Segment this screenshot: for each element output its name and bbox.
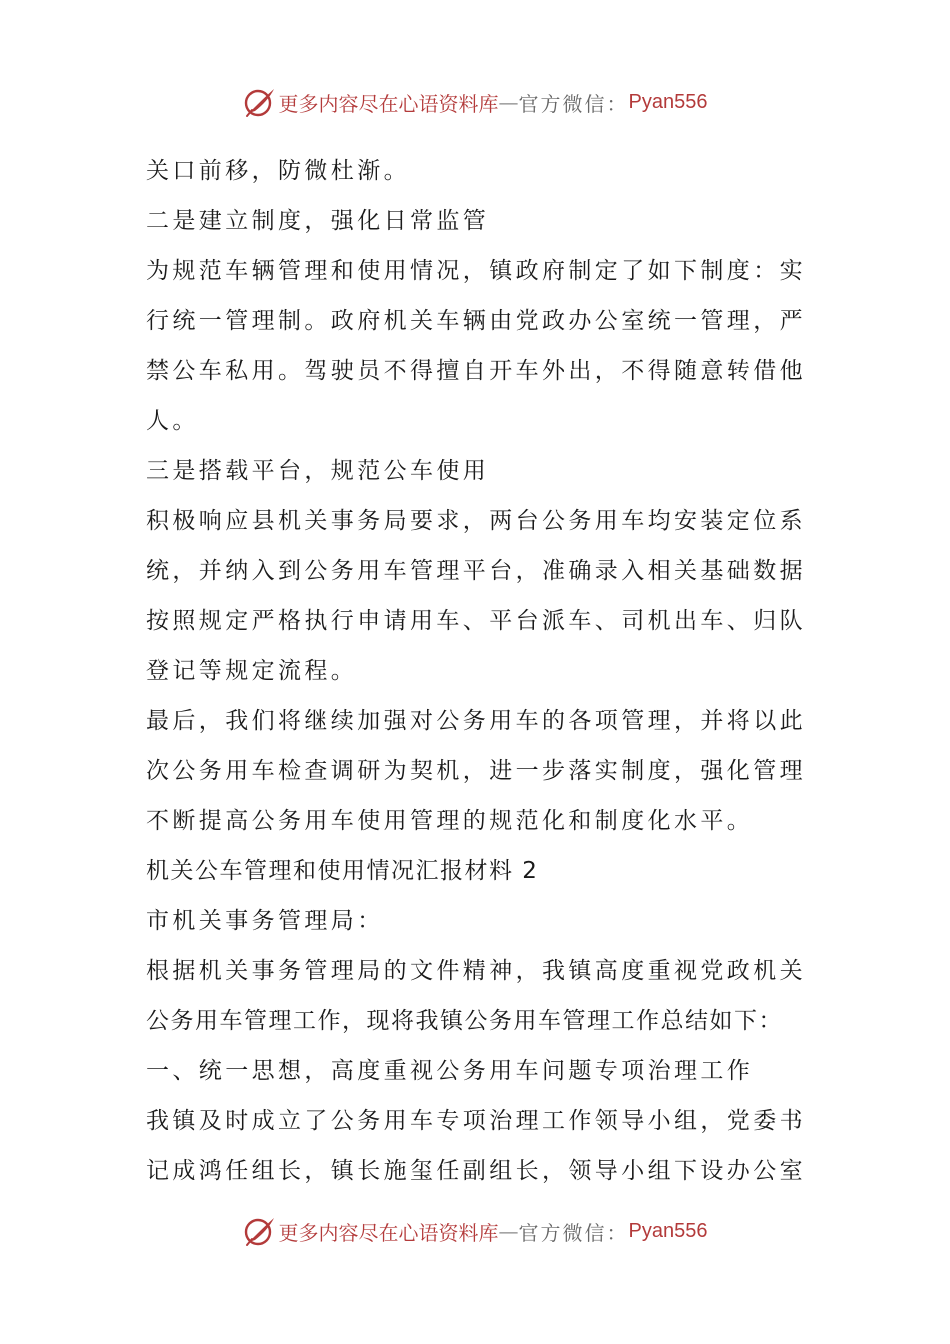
text-line: 公务用车管理工作，现将我镇公务用车管理工作总结如下： bbox=[146, 1008, 783, 1034]
quill-logo-icon bbox=[243, 1214, 277, 1248]
text-line: 记成鸿任组长，镇长施玺任副组长，领导小组下设办公室 bbox=[146, 1158, 806, 1184]
header-banner bbox=[0, 82, 950, 122]
text-line: 禁公车私用。驾驶员不得擅自开车外出，不得随意转借他 bbox=[146, 358, 806, 384]
text-line: 根据机关事务管理局的文件精神，我镇高度重视党政机关 bbox=[146, 958, 806, 984]
text-line: 不断提高公务用车使用管理的规范化和制度化水平。 bbox=[146, 808, 754, 834]
section-heading: 一、统一思想，高度重视公务用车问题专项治理工作 bbox=[146, 1058, 754, 1084]
footer-wechat-label: 官方微信： bbox=[518, 1220, 629, 1245]
footer-banner bbox=[0, 1211, 950, 1251]
header-slogan: 更多内容尽在心语资料库 bbox=[278, 91, 499, 116]
text-line: 行统一管理制。政府机关车辆由党政办公室统一管理，严 bbox=[146, 308, 806, 334]
footer-slogan: 更多内容尽在心语资料库 bbox=[278, 1220, 499, 1245]
quill-logo-icon bbox=[243, 85, 277, 119]
section-heading: 二是建立制度，强化日常监管 bbox=[146, 208, 490, 234]
document-title: 机关公车管理和使用情况汇报材料 2 bbox=[146, 858, 539, 884]
text-line: 我镇及时成立了公务用车专项治理工作领导小组，党委书 bbox=[146, 1108, 806, 1134]
text-line: 关口前移，防微杜渐。 bbox=[146, 158, 410, 184]
document-body bbox=[146, 146, 806, 1196]
header-wechat-label: 官方微信： bbox=[518, 91, 629, 116]
text-line: 统，并纳入到公务用车管理平台，准确录入相关基础数据 bbox=[146, 558, 806, 584]
text-line: 最后，我们将继续加强对公务用车的各项管理，并将以此 bbox=[146, 708, 806, 734]
text-line: 按照规定严格执行申请用车、平台派车、司机出车、归队 bbox=[146, 608, 806, 634]
text-line: 积极响应县机关事务局要求，两台公务用车均安装定位系 bbox=[146, 508, 806, 534]
text-line: 次公务用车检查调研为契机，进一步落实制度，强化管理 bbox=[146, 758, 806, 784]
text-line: 人。 bbox=[146, 408, 199, 434]
footer-separator: — bbox=[498, 1219, 519, 1243]
salutation: 市机关事务管理局： bbox=[146, 908, 384, 934]
section-heading: 三是搭载平台，规范公车使用 bbox=[146, 458, 490, 484]
header-separator: — bbox=[498, 90, 519, 114]
text-line: 为规范车辆管理和使用情况，镇政府制定了如下制度：实 bbox=[146, 258, 806, 284]
text-line: 登记等规定流程。 bbox=[146, 658, 358, 684]
header-wechat-id: Pyan556 bbox=[628, 90, 708, 113]
footer-wechat-id: Pyan556 bbox=[628, 1219, 708, 1242]
